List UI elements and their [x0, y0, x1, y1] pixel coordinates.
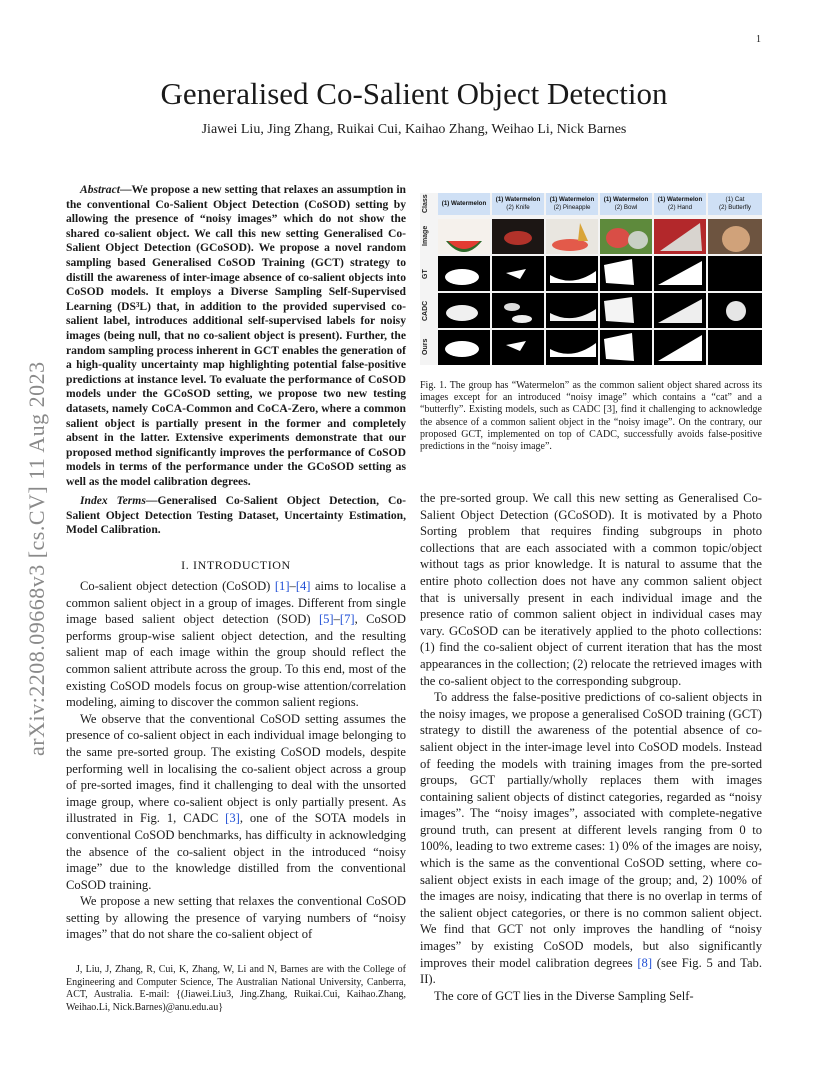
section-heading-introduction: I. INTRODUCTION	[181, 558, 291, 572]
citation-link[interactable]: [8]	[637, 955, 653, 970]
gt-row	[438, 256, 762, 291]
citation-link[interactable]: [1]	[274, 579, 290, 593]
arxiv-stamp: arXiv:2208.09668v3 [cs.CV] 11 Aug 2023	[24, 361, 49, 756]
ours-row	[438, 330, 762, 365]
cadc-row	[438, 293, 762, 328]
column-head: (1) Cat (2) Butterfly	[708, 193, 762, 215]
author-list: Jiawei Liu, Jing Zhang, Ruikai Cui, Kaihao Zhang, Weihao Li, Nick Barnes	[201, 122, 627, 137]
image-row	[438, 219, 762, 254]
intro-paragraph: Co-salient object detection (CoSOD) [1]–[4] aims to localise a common salient object in a group of images. Different from single image based salient object detection (SOD) [5]–[7], CoSOD performs group-wise salient object detection, and the resulting salient map of each image within the group should reflect the common salient attribute across the group. To this end, most of the existing CoSOD models focus on group-wise attention/correlation modeling, aiming to discover the common salient regions.	[66, 579, 406, 710]
figure-image-grid	[420, 193, 762, 365]
citation-link[interactable]: [7]	[339, 612, 355, 627]
page-number: 1	[756, 34, 761, 45]
row-label-image: Image	[422, 225, 429, 247]
column-head: (1) Watermelon (2) Pineapple	[546, 193, 598, 215]
intro-paragraph: We observe that the conventional CoSOD setting assumes the presence of co-salient object in each individual image belonging to the same pre-sorted group. The existing CoSOD models, despite performing well in localising the co-salient object across a group of pre-sorted images, find it challenging to deal with the unsorted image group, where co-salient object is only partially present. As illustrated in Fig. 1, CADC [3], one of the SOTA models in conventional CoSOD benchmarks, has difficulty in acknowledging the absence of the co-salient object in the introduced “noisy image” due to the knowledge distilled from the conventional CoSOD training.	[66, 711, 406, 892]
column-head: (1) Watermelon (2) Knife	[492, 193, 544, 215]
introduction-text	[66, 578, 406, 943]
column-head: (1) Watermelon	[438, 193, 490, 215]
body-paragraph: To address the false-positive predictions of co-salient objects in the noisy images, we propose a generalised CoSOD training (GCT) strategy to distill the awareness of the potential absence of co-salient object in the inter-image level into CoSOD models. Instead of feeding the models with training images from the pre-sorted groups, GCT partially/wholly replaces them with images containing salient objects of distinct categories, regarded as “noisy images”. The “noisy images”, associated with complete-negative ground truth, can present at different levels ranging from 0 to 100%, leading to two extreme cases: 1) 0% of the images are noisy, which is the same as the conventional CoSOD setting, where co-salient object exists in each image of the group; and, 2) 100% of the images are noisy, indicating that there is no overlap in terms of the salient object categories, or there is no common salient object. We find that GCT not only improves the handling of “noisy images” by existing CoSOD models, but also significantly improves their model calibration degrees [8] (see Fig. 5 and Tab. II).	[420, 690, 762, 987]
author-affiliation-footnote: J, Liu, J, Zhang, R, Cui, K, Zhang, W, Li and N, Barnes are with the College of Engineering and Computer Science, The Australian National University, Canberra, ACT, Australia. E-mail: {(Jiawei.Liu3, Jing.Zhang, Ruikai.Cui, Kaihao.Zhang, Weihao.Li, Nick.Barnes)@anu.edu.au}	[66, 964, 406, 1013]
abstract-body: —We propose a new setting that relaxes an assumption in the conventional Co-Salient Object Detection (CoSOD) setting by allowing the presence of “noisy images” which do not show the shared co-salient object. We call this new setting Generalised Co-Salient Object Detection (GCoSOD). We propose a novel random sampling based Generalised CoSOD Training (GCT) strategy to distill the awareness of inter-image absence of co-salient objects into CoSOD models. It employs a Diverse Sampling Self-Supervised Learning (DS³L) that, in addition to the provided supervised co-salient label, introduces additional self-supervised labels for noisy images (being null, that no co-salient object is present). Further, the random sampling process inherent in GCT enables the generation of a high-quality uncertainty map highlighting potential false-positive predictions at instance level. To evaluate the performance of CoSOD models under the GCoSOD setting, we propose two new testing datasets, namely CoCA-Common and CoCA-Zero, where a common salient object is partially present in the former and completely absent in the latter. Extensive experiments demonstrate that our proposed method significantly improves the performance of CoSOD models in terms of the performance under the GCoSOD setting as well as the model calibration degrees.	[66, 183, 406, 488]
column-head: (1) Watermelon (2) Bowl	[600, 193, 652, 215]
abstract	[66, 183, 406, 489]
row-label-gt: GT	[422, 269, 429, 279]
index-terms-lead: Index Terms	[80, 494, 146, 507]
row-label-class: Class	[422, 194, 429, 214]
right-column-text	[420, 490, 762, 1004]
intro-paragraph: We propose a new setting that relaxes the conventional CoSOD setting by allowing the presence of varying numbers of “noisy images” that do not share the co-salient object of	[66, 894, 406, 942]
row-label-ours: Ours	[422, 338, 429, 356]
figure-caption: Fig. 1. The group has “Watermelon” as the common salient object shared across its images except for an introduced “noisy image” which contains a “cat” and a “butterfly”. Existing models, such as CADC [3], find it challenging to acknowledge the absence of a common salient object in the “noisy image”. On the contrary, our proposed GCT, implemented on top of CADC, successfully avoids false-positive predictions in the “noisy image”.	[420, 380, 762, 453]
column-head: (1) Watermelon (2) Hand	[654, 193, 706, 215]
citation-link[interactable]: [5]	[318, 612, 334, 627]
body-paragraph: The core of GCT lies in the Diverse Sampling Self-	[434, 988, 694, 1003]
abstract-lead: Abstract	[80, 183, 120, 196]
body-paragraph: the pre-sorted group. We call this new setting as Generalised Co-Salient Object Detection (GCoSOD). It is motivated by a Photo Sorting problem that requires finding subgroups in photo collections that are each associated with a common topic/object without tags as prior knowledge. It is natural to assume that the entire photo collection does not have any common salient object that is universally present in each individual image and the presence ratio of common salient object in individual cases may vary. GCoSOD can be iteratively applied to the photo collections: (1) find the co-salient object of current iteration that has the most appearances in the collection; (2) relocate the retrieved images with the co-salient object to the corresponding subgroup.	[420, 491, 762, 688]
citation-link[interactable]: [4]	[295, 579, 311, 593]
row-label-cadc: CADC	[422, 300, 429, 322]
figure-1	[420, 193, 762, 365]
index-terms	[66, 494, 406, 538]
paper-title: Generalised Co-Salient Object Detection	[160, 76, 668, 111]
index-terms-body: —Generalised Co-Salient Object Detection, Co-Salient Object Detection Testing Dataset, Uncertainty Estimation, Model Calibration.	[66, 494, 406, 537]
citation-link[interactable]: [3]	[225, 811, 240, 826]
